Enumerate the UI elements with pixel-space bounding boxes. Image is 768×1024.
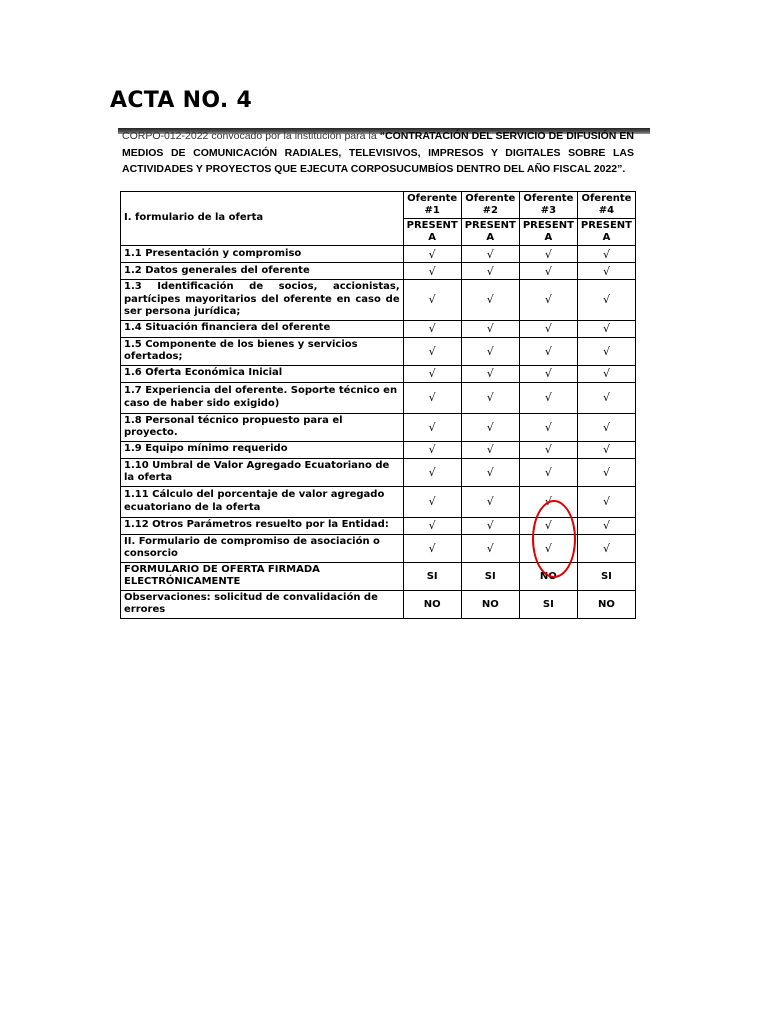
check-mark-icon: √	[519, 365, 577, 382]
annotation-circle	[532, 500, 576, 578]
check-mark-icon: √	[577, 337, 635, 365]
check-mark-icon: √	[577, 246, 635, 263]
check-mark-icon: √	[519, 263, 577, 280]
oferente-header: Oferente #2	[461, 192, 519, 219]
check-mark-icon: √	[461, 413, 519, 441]
observaciones-value: NO	[403, 590, 461, 618]
check-mark-icon: √	[577, 320, 635, 337]
check-mark-icon: √	[403, 337, 461, 365]
table-row	[121, 280, 636, 321]
criterion-label: 1.6 Oferta Económica Inicial	[121, 365, 404, 382]
check-mark-icon: √	[403, 263, 461, 280]
page-title: ACTA NO. 4	[110, 88, 253, 113]
observaciones-value: NO	[461, 590, 519, 618]
table-row	[121, 246, 636, 263]
oferente-header: Oferente #1	[403, 192, 461, 219]
check-mark-icon: √	[519, 441, 577, 458]
check-mark-icon: √	[461, 280, 519, 321]
check-mark-icon: √	[577, 441, 635, 458]
check-mark-icon: √	[577, 280, 635, 321]
criterion-label: 1.5 Componente de los bienes y servicios ofertados;	[121, 337, 404, 365]
table-row	[121, 263, 636, 280]
check-mark-icon: √	[403, 517, 461, 534]
check-mark-icon: √	[403, 320, 461, 337]
check-mark-icon: √	[577, 413, 635, 441]
status-header: PRESENT A	[461, 219, 519, 246]
table-row-observaciones	[121, 590, 636, 618]
check-mark-icon: √	[577, 517, 635, 534]
criterion-label: 1.1 Presentación y compromiso	[121, 246, 404, 263]
criterion-label: 1.8 Personal técnico propuesto para el proyecto.	[121, 413, 404, 441]
firmada-value: NO	[519, 562, 577, 590]
check-mark-icon: √	[519, 534, 577, 562]
table-row	[121, 320, 636, 337]
check-mark-icon: √	[461, 263, 519, 280]
observaciones-value: SI	[519, 590, 577, 618]
check-mark-icon: √	[519, 458, 577, 486]
table-row	[121, 337, 636, 365]
check-mark-icon: √	[577, 365, 635, 382]
status-header: PRESENT A	[403, 219, 461, 246]
check-mark-icon: √	[519, 337, 577, 365]
header-row-oferentes	[121, 192, 636, 219]
check-mark-icon: √	[461, 365, 519, 382]
check-mark-icon: √	[403, 441, 461, 458]
status-header: PRESENT A	[577, 219, 635, 246]
observaciones-value: NO	[577, 590, 635, 618]
table-row	[121, 365, 636, 382]
check-mark-icon: √	[403, 458, 461, 486]
check-mark-icon: √	[461, 458, 519, 486]
oferente-header: Oferente #3	[519, 192, 577, 219]
check-mark-icon: √	[519, 486, 577, 517]
intro-prefix: CORPO-012-2022 convocado por la institución para la	[122, 130, 377, 142]
check-mark-icon: √	[403, 534, 461, 562]
check-mark-icon: √	[577, 263, 635, 280]
criterion-label: II. Formulario de compromiso de asociación o consorcio	[121, 534, 404, 562]
firmada-value: SI	[577, 562, 635, 590]
check-mark-icon: √	[519, 517, 577, 534]
check-mark-icon: √	[461, 337, 519, 365]
observaciones-label: Observaciones: solicitud de convalidación de errores	[121, 590, 404, 618]
criterion-label: 1.12 Otros Parámetros resuelto por la Entidad:	[121, 517, 404, 534]
check-mark-icon: √	[519, 382, 577, 413]
firmada-label: FORMULARIO DE OFERTA FIRMADA ELECTRÓNICAMENTE	[121, 562, 404, 590]
check-mark-icon: √	[461, 486, 519, 517]
check-mark-icon: √	[519, 413, 577, 441]
check-mark-icon: √	[519, 320, 577, 337]
check-mark-icon: √	[461, 534, 519, 562]
check-mark-icon: √	[403, 413, 461, 441]
check-mark-icon: √	[403, 382, 461, 413]
header-label: I. formulario de la oferta	[121, 192, 404, 246]
oferente-header: Oferente #4	[577, 192, 635, 219]
check-mark-icon: √	[519, 280, 577, 321]
firmada-value: SI	[403, 562, 461, 590]
firmada-value: SI	[461, 562, 519, 590]
check-mark-icon: √	[461, 517, 519, 534]
table-row	[121, 441, 636, 458]
criterion-label: 1.10 Umbral de Valor Agregado Ecuatoriano de la oferta	[121, 458, 404, 486]
check-mark-icon: √	[403, 280, 461, 321]
criterion-label: 1.9 Equipo mínimo requerido	[121, 441, 404, 458]
check-mark-icon: √	[577, 382, 635, 413]
criterion-label: 1.2 Datos generales del oferente	[121, 263, 404, 280]
table-row	[121, 458, 636, 486]
status-header: PRESENT A	[519, 219, 577, 246]
check-mark-icon: √	[403, 246, 461, 263]
criterion-label: 1.3 Identificación de socios, accionistas, partícipes mayoritarios del oferente en caso de ser persona jurídica;	[121, 280, 404, 321]
intro-contract-title: “CONTRATACIÓN DEL SERVICIO DE DIFUSIÓN EN MEDIOS DE COMUNICACIÓN RADIALES, TELEVISIVOS, IMPRESOS Y DIGITALES SOBRE LAS ACTIVIDADES Y PROYECTOS QUE EJECUTA CORPOSUCUMBÍOS DENTRO DEL AÑO FISCAL 2022”.	[122, 130, 635, 175]
scanned-excerpt	[118, 124, 654, 615]
check-mark-icon: √	[461, 246, 519, 263]
check-mark-icon: √	[461, 441, 519, 458]
check-mark-icon: √	[461, 320, 519, 337]
check-mark-icon: √	[519, 246, 577, 263]
criterion-label: 1.4 Situación financiera del oferente	[121, 320, 404, 337]
check-mark-icon: √	[577, 486, 635, 517]
check-mark-icon: √	[577, 458, 635, 486]
criterion-label: 1.7 Experiencia del oferente. Soporte técnico en caso de haber sido exigido)	[121, 382, 404, 413]
check-mark-icon: √	[461, 382, 519, 413]
check-mark-icon: √	[403, 486, 461, 517]
table-row	[121, 382, 636, 413]
check-mark-icon: √	[403, 365, 461, 382]
table-row	[121, 413, 636, 441]
criterion-label: 1.11 Cálculo del porcentaje de valor agregado ecuatoriano de la oferta	[121, 486, 404, 517]
intro-paragraph	[122, 128, 634, 178]
check-mark-icon: √	[577, 534, 635, 562]
